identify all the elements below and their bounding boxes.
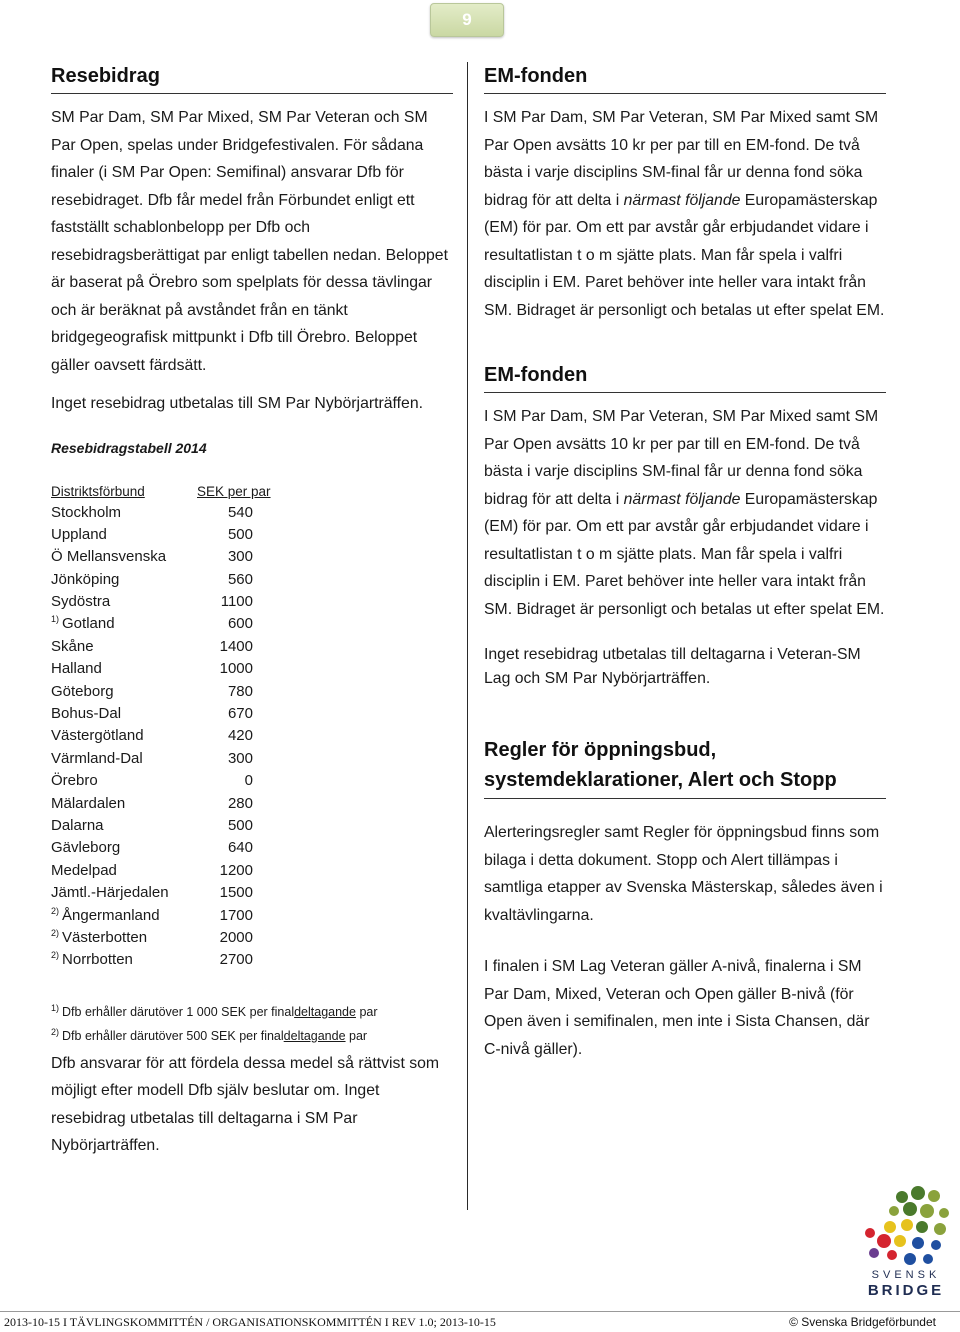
sek-value: 1500 <box>219 884 253 902</box>
table-row <box>51 770 453 792</box>
table-row <box>51 636 453 658</box>
sek-value: 1700 <box>219 906 253 924</box>
dfb-responsibility-paragraph: Dfb ansvarar för att fördela dessa medel så rättvist som möjligt efter modell Dfb själv beslutar om. Inget resebidrag utbetalas till deltagarna i SM Par Nybörjarträffen. <box>51 1054 440 1155</box>
em-fonden-heading-1: EM-fonden <box>484 62 886 94</box>
table-row <box>51 613 453 635</box>
district-name: $^{1)}$ Gotland <box>51 614 115 633</box>
sek-value: 300 <box>227 749 253 767</box>
logo-dot <box>887 1250 897 1260</box>
district-name: Sydöstra <box>51 593 111 611</box>
district-name: Skåne <box>51 637 94 655</box>
logo-dot <box>916 1221 928 1233</box>
sek-value: 560 <box>227 570 253 588</box>
sek-value: 670 <box>227 705 253 723</box>
logo-dot <box>931 1240 941 1250</box>
logo-dot <box>869 1248 879 1258</box>
table-row <box>51 502 453 524</box>
logo-dot <box>904 1253 916 1265</box>
veteran-paragraph: Inget resebidrag utbetalas till deltagarna i Veteran-SM Lag och SM Par Nybörjarträffen. <box>484 646 861 687</box>
table-row <box>51 927 453 949</box>
table-row <box>51 591 453 613</box>
district-name: Jämtl.-Härjedalen <box>51 884 169 902</box>
logo-dot <box>896 1191 908 1203</box>
table-row <box>51 949 453 971</box>
district-name: Göteborg <box>51 682 114 700</box>
resebidrag-paragraph: SM Par Dam, SM Par Mixed, SM Par Veteran och SM Par Open, spelas under Bridgefestivalen. För sådana finaler (i SM Par Open: Semifinal) ansvarar Dfb för resebidraget. Dfb får medel från Förbundet enligt ett fastställt schablonbelopp per Dfb och resebidragsberättigat par enligt tabellen nedan. Beloppet är baserat på Örebro som spelplats för dessa tävlingar och är beräknat på avståndet från en tänkt bridgegeografisk mittpunkt i Dfb till Örebro. Beloppet gäller oavsett färdsätt. <box>51 109 448 374</box>
footnote-1: $^{1)}$ Dfb erhåller därutöver 1 000 SEK per finaldeltagande par <box>51 1002 378 1019</box>
right-column <box>484 62 886 1063</box>
sek-value: 2000 <box>219 928 253 946</box>
footnotes <box>51 1000 453 1048</box>
table-row <box>51 793 453 815</box>
sek-value: 640 <box>227 839 253 857</box>
district-name: Halland <box>51 660 102 678</box>
district-name: Gävleborg <box>51 839 121 857</box>
district-name: Bohus-Dal <box>51 705 122 723</box>
logo-dot <box>889 1206 899 1216</box>
footnote-2: $^{2)}$ Dfb erhåller därutöver 500 SEK per finaldeltagande par <box>51 1026 368 1043</box>
sek-value: 500 <box>227 525 253 543</box>
district-name: $^{2)}$ Norrbotten <box>51 950 133 969</box>
page-footer <box>0 1311 960 1332</box>
header-sek: SEK per par <box>197 483 271 499</box>
sek-value: 0 <box>244 772 253 790</box>
table-title: Resebidragstabell 2014 <box>51 439 207 456</box>
table-row <box>51 524 453 546</box>
table-row <box>51 658 453 680</box>
sek-value: 1200 <box>219 861 253 879</box>
sek-value: 500 <box>227 816 253 834</box>
em-fonden-paragraph-2: I SM Par Dam, SM Par Veteran, SM Par Mixed samt SM Par Open avsätts 10 kr per par till en EM-fond. De två bästa i varje disciplins SM-final får ur denna fond söka bidrag för att delta i närmast följande Europamästerskap (EM) för par. Om ett par avstår går erbjudandet vidare i resultatlistan t o m sjätte plats. Man får spela i valfri disciplin i EM. Paret behöver inte heller vara intakt från SM. Bidraget är personligt och betalas ut efter spelat EM. <box>484 408 885 618</box>
logo-dot <box>911 1186 925 1200</box>
table-row <box>51 748 453 770</box>
sek-value: 2700 <box>219 951 253 969</box>
logo-dot <box>920 1204 934 1218</box>
logo-dot <box>934 1223 946 1235</box>
table-row <box>51 815 453 837</box>
sek-value: 1000 <box>219 660 253 678</box>
table-row <box>51 882 453 904</box>
district-name: Värmland-Dal <box>51 749 143 767</box>
district-name: Västergötland <box>51 727 144 745</box>
sek-value: 600 <box>227 615 253 633</box>
district-name: Jönköping <box>51 570 120 588</box>
sek-value: 420 <box>227 727 253 745</box>
em-fonden-paragraph-1: I SM Par Dam, SM Par Veteran, SM Par Mixed samt SM Par Open avsätts 10 kr per par till en EM-fond. De två bästa i varje disciplins SM-final får ur denna fond söka bidrag för att delta i närmast följande Europamästerskap (EM) för par. Om ett par avstår går erbjudandet vidare i resultatlistan t o m sjätte plats. Man får spela i valfri disciplin i EM. Paret behöver inte heller vara intakt från SM. Bidraget är personligt och betalas ut efter spelat EM. <box>484 109 885 319</box>
column-divider <box>467 62 468 1210</box>
district-name: Mälardalen <box>51 794 126 812</box>
em-fonden-heading-2: EM-fonden <box>484 361 886 393</box>
district-name: Uppland <box>51 525 107 543</box>
table-row <box>51 681 453 703</box>
logo-dot <box>884 1221 896 1233</box>
table-row <box>51 703 453 725</box>
district-name: Stockholm <box>51 503 122 521</box>
left-column <box>51 62 453 1160</box>
logo-dot <box>923 1254 933 1264</box>
table-row <box>51 837 453 859</box>
page-number-badge: 9 <box>430 3 504 37</box>
niva-paragraph: I finalen i SM Lag Veteran gäller A-nivå, finalerna i SM Par Dam, Mixed, Veteran och Open gäller B-nivå (för Open även i semifinalen, men inte i Sista Chansen, där C-nivå gäller). <box>484 958 870 1058</box>
district-name: Dalarna <box>51 816 104 834</box>
district-name: $^{2)}$ Västerbotten <box>51 927 148 946</box>
logo-dot <box>912 1237 924 1249</box>
logo-wordmark: SVENSK BRIDGE <box>867 1269 945 1299</box>
sek-value: 780 <box>227 682 253 700</box>
sek-value: 300 <box>227 548 253 566</box>
logo-dot <box>928 1190 940 1202</box>
alert-paragraph: Alerteringsregler samt Regler för öppningsbud finns som bilaga i detta dokument. Stopp och Alert tillämpas i samtliga etapper av Svenska Mästerskap, således även i kvaltävlingarna. <box>484 824 883 924</box>
footer-copyright: © Svenska Bridgeförbundet <box>789 1315 936 1329</box>
table-row <box>51 905 453 927</box>
sek-value: 1100 <box>220 593 253 611</box>
resebidrag-heading: Resebidrag <box>51 62 453 94</box>
district-name: Ö Mellansvenska <box>51 548 167 566</box>
logo-dot <box>877 1234 891 1248</box>
logo-dot <box>939 1208 949 1218</box>
footer-revision: 2013-10-15 I TÄVLINGSKOMMITTÉN / ORGANISATIONSKOMMITTÉN I REV 1.0; 2013-10-15 <box>4 1315 496 1329</box>
logo-dot <box>894 1235 906 1247</box>
regler-heading: Regler för öppningsbud, systemdeklarationer, Alert och Stopp <box>484 735 886 799</box>
logo-dot <box>865 1228 875 1238</box>
sek-value: 280 <box>227 794 253 812</box>
travel-subsidy-table <box>51 502 453 972</box>
table-row <box>51 725 453 747</box>
header-district: Distriktsförbund <box>51 483 145 499</box>
nyborjar-paragraph: Inget resebidrag utbetalas till SM Par Nybörjarträffen. <box>51 395 423 412</box>
table-row <box>51 860 453 882</box>
sek-value: 540 <box>227 503 253 521</box>
table-header <box>51 484 453 499</box>
district-name: Medelpad <box>51 861 117 879</box>
table-row <box>51 569 453 591</box>
logo-dot <box>903 1202 917 1216</box>
sek-value: 1400 <box>219 637 253 655</box>
table-row <box>51 546 453 568</box>
logo-dot <box>901 1219 913 1231</box>
district-name: Örebro <box>51 772 98 790</box>
district-name: $^{2)}$ Ångermanland <box>51 905 160 924</box>
